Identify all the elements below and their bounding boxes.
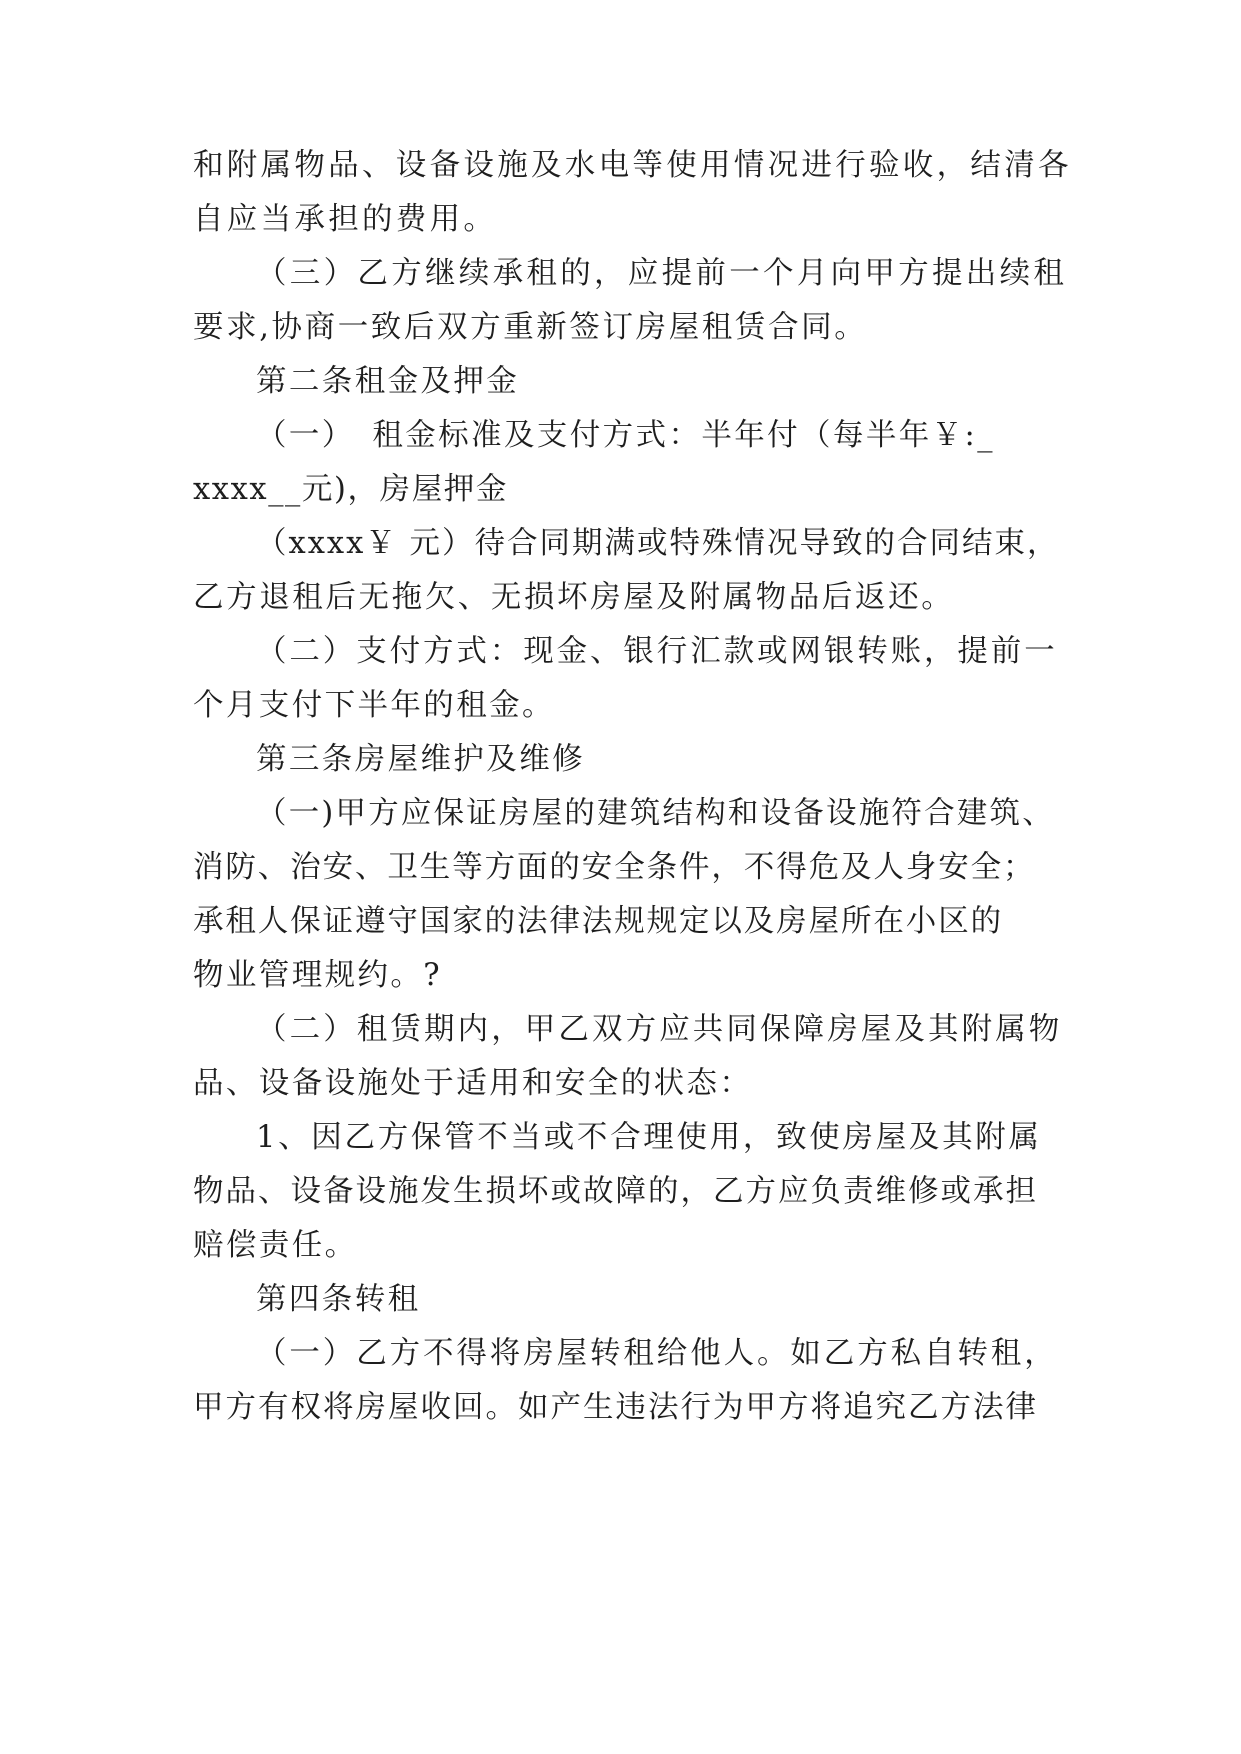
paragraph-line: （三）乙方继续承租的，应提前一个月向甲方提出续租 [256, 256, 1068, 291]
paragraph-line: （一）乙方不得将房屋转租给他人。如乙方私自转租， [256, 1336, 1058, 1371]
paragraph-line: （二）租赁期内，甲乙双方应共同保障房屋及其附属物 [256, 1012, 1063, 1047]
paragraph-line: xxxx__元)，房屋押金 [193, 472, 509, 507]
paragraph-line: 个月支付下半年的租金。 [193, 688, 555, 723]
section-heading: 第三条房屋维护及维修 [256, 742, 585, 777]
section-heading: 第四条转租 [256, 1282, 421, 1317]
paragraph-line: （二）支付方式：现金、银行汇款或网银转账，提前一 [256, 634, 1058, 669]
paragraph-line: （一)甲方应保证房屋的建筑结构和设备设施符合建筑、 [256, 796, 1055, 831]
paragraph-line: （xxxx￥ 元）待合同期满或特殊情况导致的合同结束， [256, 526, 1060, 561]
paragraph-line: 要求,协商一致后双方重新签订房屋租赁合同。 [193, 310, 868, 345]
paragraph-line: 承租人保证遵守国家的法律法规规定以及房屋所在小区的 [193, 904, 1003, 939]
paragraph-line: 乙方退租后无拖欠、无损坏房屋及附属物品后返还。 [193, 580, 955, 615]
paragraph-line: 自应当承担的费用。 [193, 202, 498, 237]
paragraph-line: 物业管理规约。? [193, 958, 443, 993]
paragraph-line: 消防、治安、卫生等方面的安全条件，不得危及人身安全； [193, 850, 1036, 885]
paragraph-line: 甲方有权将房屋收回。如产生违法行为甲方将追究乙方法律 [193, 1390, 1038, 1425]
paragraph-line: 赔偿责任。 [193, 1228, 358, 1263]
paragraph-line: 和附属物品、设备设施及水电等使用情况进行验收，结清各 [193, 148, 1072, 183]
paragraph-line: 1、因乙方保管不当或不合理使用，致使房屋及其附属 [256, 1120, 1042, 1155]
paragraph-line: 品、设备设施处于适用和安全的状态： [193, 1066, 753, 1101]
section-heading: 第二条租金及押金 [256, 364, 520, 399]
paragraph-line: 物品、设备设施发生损坏或故障的，乙方应负责维修或承担 [193, 1174, 1038, 1209]
paragraph-line: （一） 租金标准及支付方式：半年付（每半年￥:_ [256, 418, 995, 453]
